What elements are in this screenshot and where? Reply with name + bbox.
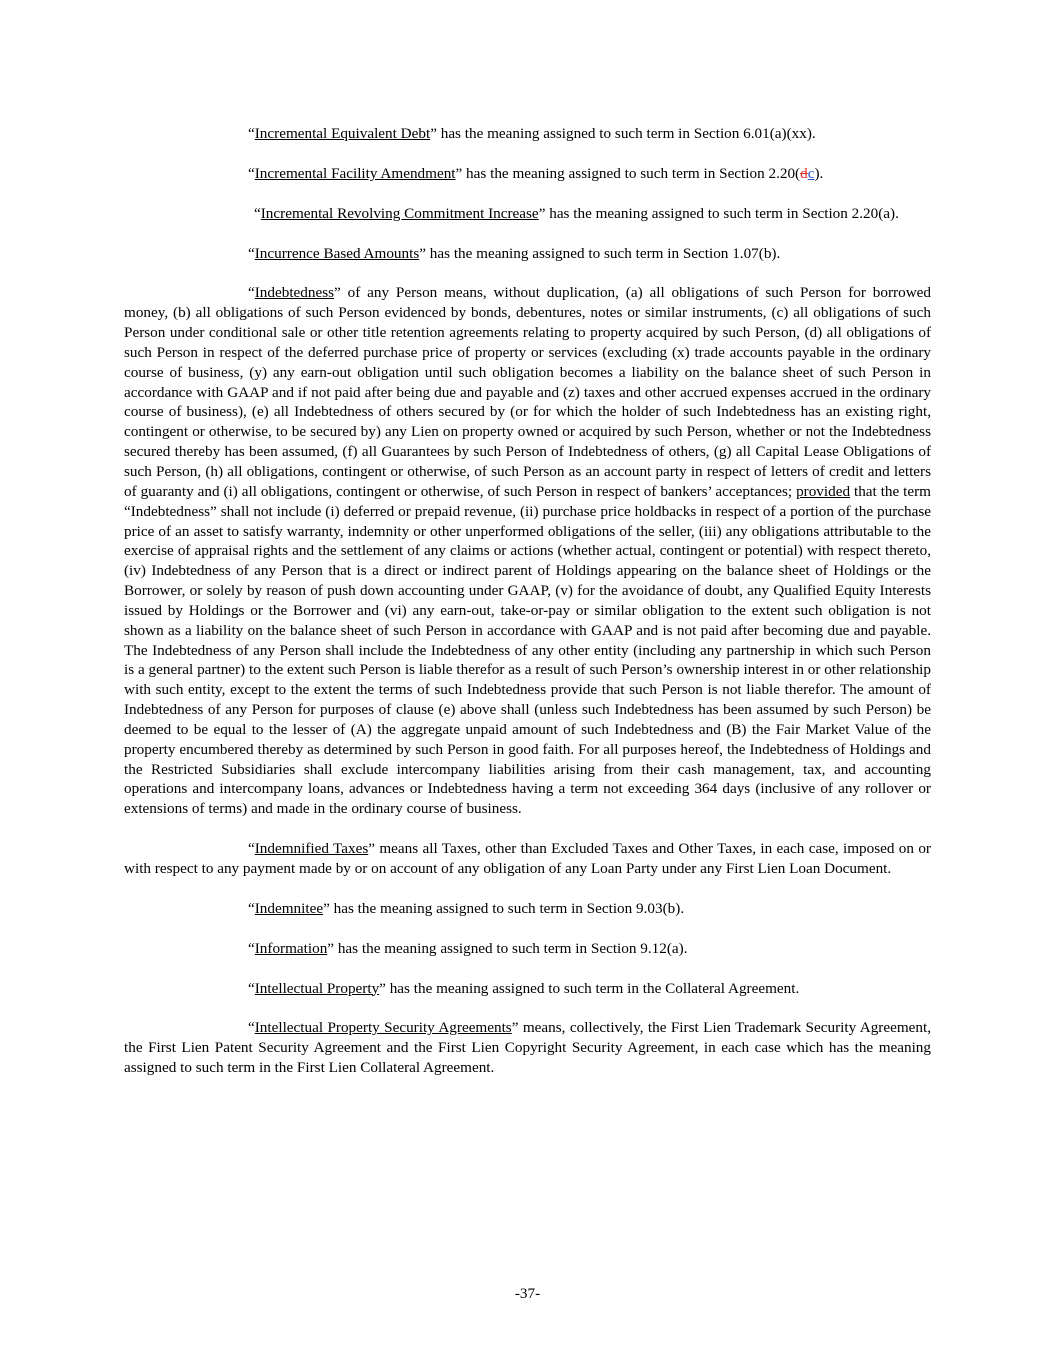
defined-term: Indebtedness	[254, 284, 335, 302]
definition-indemnified-taxes: “Indemnified Taxes” means all Taxes, other than Excluded Taxes and Other Taxes, in each case, imposed on or with respect to any payment made by or on account of any obligation of any Loan Party under any First Lien Loan Document.	[124, 840, 931, 877]
redline-deletion: d	[800, 164, 808, 182]
defined-term: Incurrence Based Amounts	[254, 244, 420, 262]
definition-incremental-equivalent-debt: “Incremental Equivalent Debt” has the meaning assigned to such term in Section 6.01(a)(xx).	[248, 125, 816, 142]
document-body	[124, 124, 931, 1098]
definition-incremental-revolving-commitment-increase: “Incremental Revolving Commitment Increase” has the meaning assigned to such term in Section 2.20(a).	[254, 204, 899, 222]
defined-term: Indemnitee	[254, 899, 324, 917]
defined-term: Incremental Revolving Commitment Increase	[260, 204, 539, 222]
provided-term: provided	[796, 482, 851, 500]
definition-information: “Information” has the meaning assigned to such term in Section 9.12(a).	[248, 939, 688, 957]
definition-incremental-facility-amendment: “Incremental Facility Amendment” has the meaning assigned to such term in Section 2.20(dc).	[248, 164, 824, 182]
defined-term: Information	[254, 939, 328, 957]
defined-term: Incremental Facility Amendment	[254, 164, 456, 182]
defined-term: Intellectual Property	[254, 979, 380, 997]
definition-indebtedness: “Indebtedness” of any Person means, without duplication, (a) all obligations of such Person for borrowed money, (b) all obligations of such Person evidenced by bonds, debentures, notes or similar instruments, (c) all obligations of such Person under conditional sale or other title retention agreements relating to property acquired by such Person, (d) all obligations of such Person in respect of the deferred purchase price of property or services (excluding (x) trade accounts payable in the ordinary course of business, (y) any earn-out obligation until such obligation becomes a liability on the balance sheet of such Person in accordance with GAAP and if not paid after being due and payable and (z) taxes and other accrued expenses accrued in the ordinary course of business), (e) all Indebtedness of others secured by (or for which the holder of such Indebtedness has an existing right, contingent or otherwise, to be secured by) any Lien on property owned or acquired by such Person, whether or not the Indebtedness secured thereby has been assumed, (f) all Guarantees by such Person of Indebtedness of others, (g) all Capital Lease Obligations of such Person, (h) all obligations, contingent or otherwise, of such Person as an account party in respect of letters of credit and letters of guaranty and (i) all obligations, contingent or otherwise, of such Person in respect of bankers’ acceptances; provided that the term “Indebtedness” shall not include (i) deferred or prepaid revenue, (ii) purchase price holdbacks in respect of a portion of the purchase price of an asset to satisfy warranty, indemnity or other unperformed obligations of the seller, (iii) any obligations attributable to the exercise of appraisal rights and the settlement of any claims or actions (whether actual, contingent or potential) with respect thereto, (iv) Indebtedness of any Person that is a direct or indirect parent of Holdings appearing on the balance sheet of Holdings or the Borrower, or solely by reason of push down accounting under GAAP, (v) for the avoidance of doubt, any Qualified Equity Interests issued by Holdings or the Borrower and (vi) any earn-out, take-or-pay or similar obligation to the extent such obligation is not shown as a liability on the balance sheet of such Person in accordance with GAAP and is not paid after becoming due and payable. The Indebtedness of any Person shall include the Indebtedness of any other entity (including any partnership in which such Person is a general partner) to the extent such Person is liable therefor as a result of such Person’s ownership interest in or other relationship with such entity, except to the extent the terms of such Indebtedness provide that such Person is not liable therefor. The amount of Indebtedness of any Person for purposes of clause (e) above shall (unless such Indebtedness has been assumed by such Person) be deemed to be equal to the lesser of (A) the aggregate unpaid amount of such Indebtedness and (B) the Fair Market Value of the property encumbered thereby as determined by such Person in good faith. For all purposes hereof, the Indebtedness of Holdings and the Restricted Subsidiaries shall exclude intercompany liabilities arising from their cash management, tax, and accounting operations and intercompany loans, advances or Indebtedness having a term not exceeding 364 days (inclusive of any rollover or extensions of terms) and made in the ordinary course of business.	[124, 284, 931, 818]
definition-indemnitee: “Indemnitee” has the meaning assigned to such term in Section 9.03(b).	[248, 899, 685, 917]
definition-intellectual-property: “Intellectual Property” has the meaning assigned to such term in the Collateral Agreement.	[248, 979, 800, 997]
redline-insertion: c	[807, 164, 815, 182]
defined-term: Intellectual Property Security Agreements	[254, 1019, 512, 1037]
defined-term: Incremental Equivalent Debt	[254, 125, 431, 142]
definition-intellectual-property-security-agreements: “Intellectual Property Security Agreements” means, collectively, the First Lien Trademark Security Agreement, the First Lien Patent Security Agreement and the First Lien Copyright Security Agreement, in each case which has the meaning assigned to such term in the First Lien Collateral Agreement.	[124, 1019, 931, 1077]
defined-term: Indemnified Taxes	[254, 840, 369, 858]
definition-incurrence-based-amounts: “Incurrence Based Amounts” has the meaning assigned to such term in Section 1.07(b).	[248, 244, 781, 262]
page-number: -37-	[514, 1285, 541, 1302]
